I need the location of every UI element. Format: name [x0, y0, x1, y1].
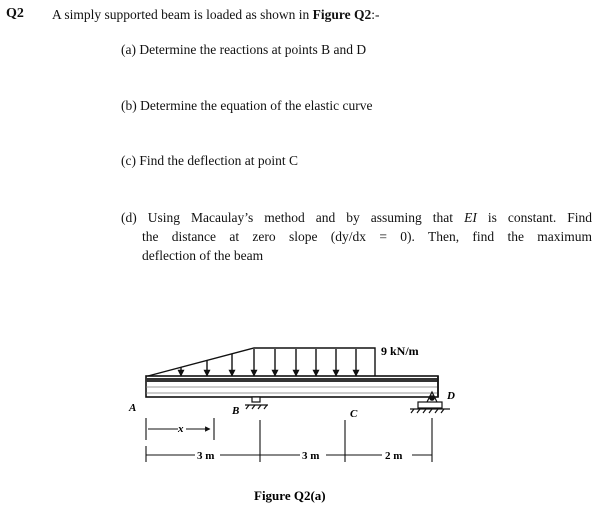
dimension-ab: 3 m: [197, 450, 215, 462]
intro-text: A simply supported beam is loaded as shown in: [52, 7, 313, 22]
part-b: (b) Determine the equation of the elastic curve: [121, 98, 373, 113]
part-d-text-1: (d) Using Macaulay’s method and by assuming that: [121, 210, 465, 225]
load-outline: [148, 348, 375, 376]
x-label: x: [178, 423, 184, 435]
part-a: (a) Determine the reactions at points B and D: [121, 42, 367, 57]
label-b: B: [232, 405, 240, 417]
figure-reference: Figure Q2: [312, 7, 372, 22]
dimension-cd: 2 m: [385, 450, 403, 462]
intro-end: :-: [371, 7, 380, 22]
part-d-line-2: the distance at zero slope (dy/dx = 0). Then, find the maximum: [142, 229, 592, 244]
distributed-load: [148, 348, 375, 376]
part-c: (c) Find the deflection at point C: [121, 153, 298, 168]
part-d-line-3: deflection of the beam: [142, 248, 264, 263]
support-b: [245, 397, 268, 409]
beam: [146, 376, 438, 397]
figure-caption: Figure Q2(a): [254, 488, 326, 503]
label-d: D: [447, 390, 455, 402]
question-number: Q2: [6, 6, 24, 21]
label-a: A: [129, 402, 137, 414]
part-d-text-2: is constant. Find: [476, 210, 592, 225]
label-c: C: [350, 408, 358, 420]
load-label: 9 kN/m: [381, 344, 419, 358]
dimension-bc: 3 m: [302, 450, 320, 462]
ei-symbol: EI: [464, 210, 477, 225]
